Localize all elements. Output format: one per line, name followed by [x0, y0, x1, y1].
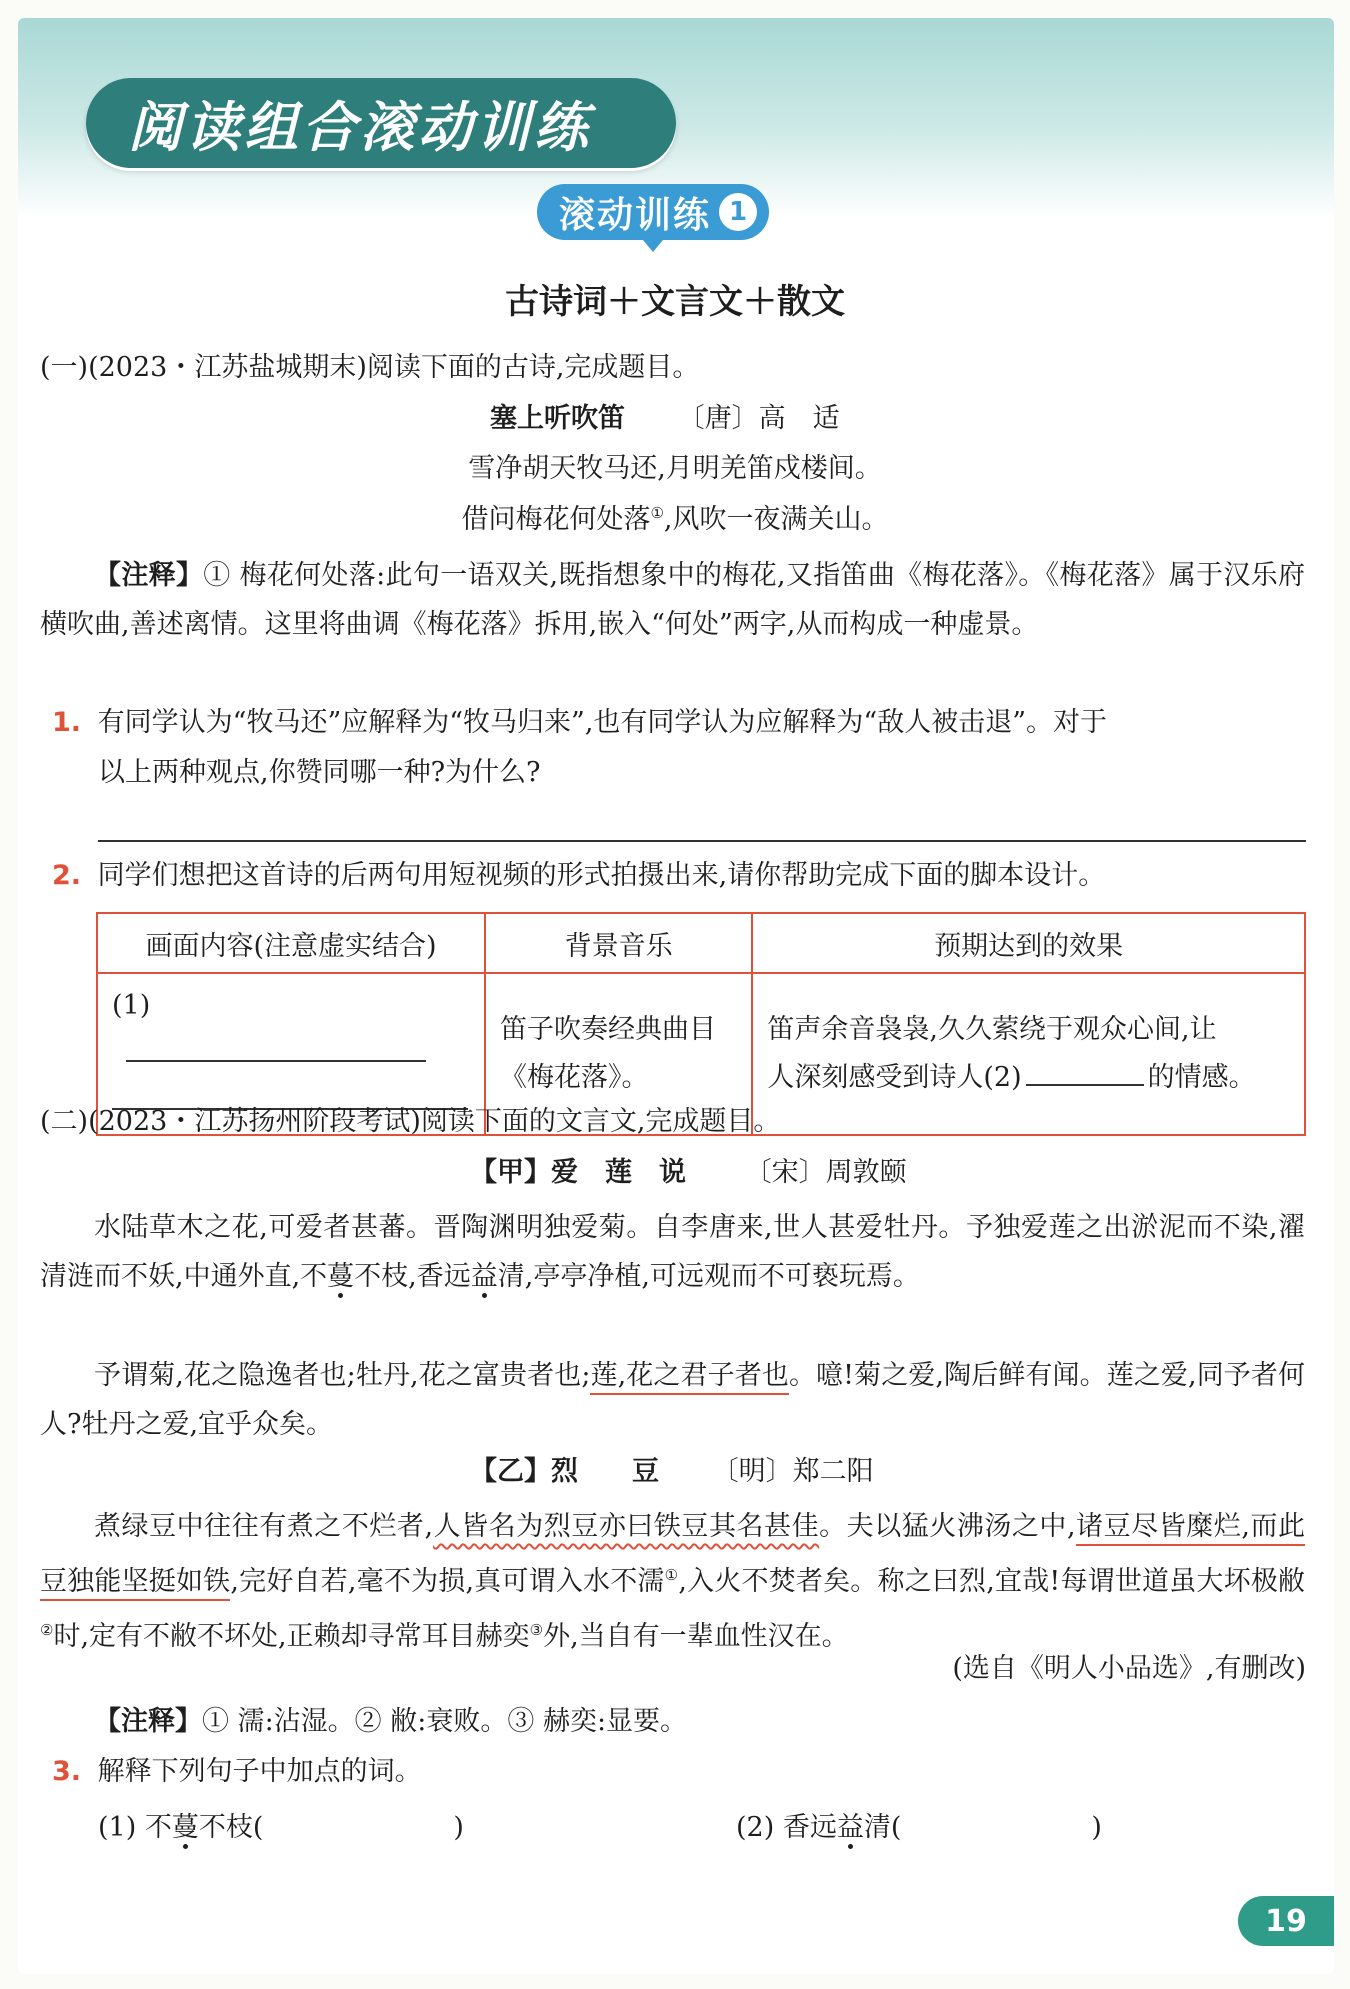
header-banner: [86, 78, 676, 168]
poem-line-2a: 借问梅花何处落: [461, 504, 651, 535]
text-span: ): [453, 1812, 464, 1843]
note-text: ① 梅花何处落:此句一语双关,既指想象中的梅花,又指笛曲《梅花落》。《梅花落》属于汉乐府横吹曲,善述离情。这里将曲调《梅花落》拆用,嵌入“何处”两字,从而构成一种虚景。: [40, 560, 1306, 640]
question-text: 解释下列句子中加点的词。: [97, 1756, 422, 1787]
q3-item-1: [98, 1810, 464, 1845]
question-number: 3.: [52, 1756, 82, 1787]
effect-text: 人深刻感受到诗人(2): [767, 1062, 1022, 1093]
blank-label: (1): [112, 990, 151, 1021]
poem-line-1: 雪净胡天牧马还,月明羌笛戍楼间。: [468, 453, 882, 484]
dotted-word: 蔓: [327, 1261, 355, 1292]
text-span: 外,当自有一辈血性汉在。: [543, 1621, 849, 1652]
footnote-mark: ①: [650, 504, 664, 522]
page-number: 19: [1238, 1896, 1334, 1946]
text-span: ,入火不焚者矣。称之曰烈,宜哉!每谓世道虽大坏极敝: [678, 1566, 1306, 1597]
note-label: 【注释】: [94, 560, 204, 591]
question-number: 2.: [52, 860, 82, 891]
poem-note: [40, 551, 1305, 649]
effect-line: 笛声余音袅袅,久久萦绕于观众心间,让: [767, 1014, 1217, 1045]
question-1: [52, 705, 1107, 740]
question-number: 1.: [52, 707, 82, 738]
q3-item-2: [736, 1810, 1102, 1845]
underlined-sentence: 莲,花之君子者也: [590, 1360, 789, 1395]
table-header: 背景音乐: [485, 913, 752, 973]
passage-jia-p1: [40, 1203, 1305, 1301]
music-line: 笛子吹奏经典曲目: [499, 1014, 716, 1045]
wavy-underlined-sentence: 人皆名为烈豆亦曰铁豆其名甚佳: [433, 1511, 820, 1542]
passage-title: 爱 莲 说: [551, 1157, 686, 1188]
script-table: [96, 912, 1306, 1136]
passage-label: 【乙】: [470, 1456, 551, 1487]
question-1-line2: 以上两种观点,你赞同哪一种?为什么?: [98, 757, 541, 788]
passage-source: (选自《明人小品选》,有删改): [952, 1653, 1306, 1684]
text-span: 不枝,香远: [354, 1261, 471, 1292]
passage-jia-p2: [40, 1351, 1305, 1449]
text-span: ,完好自若,毫不为损,真可谓入水不濡: [230, 1566, 665, 1597]
answer-line[interactable]: [98, 840, 1306, 842]
question-2: [52, 858, 1105, 893]
question-text: 同学们想把这首诗的后两句用短视频的形式拍摄出来,请你帮助完成下面的脚本设计。: [97, 860, 1106, 891]
question-text: 有同学认为“牧马还”应解释为“牧马归来”,也有同学认为应解释为“敌人被击退”。对于: [97, 707, 1108, 738]
text-span: 予谓菊,花之隐逸者也;牡丹,花之富贵者也;: [94, 1360, 591, 1391]
passage-author: 〔明〕郑二阳: [711, 1456, 874, 1487]
poem-author: 〔唐〕高 适: [677, 403, 840, 434]
note-text: ① 濡:沾湿。② 敝:衰败。③ 赫奕:显要。: [202, 1706, 688, 1737]
pill-label: 滚动训练: [559, 193, 712, 236]
table-header: 预期达到的效果: [752, 913, 1305, 973]
poem-line-2b: ,风吹一夜满关山。: [663, 504, 889, 535]
section2-intro: (二)(2023・江苏扬州阶段考试)阅读下面的文言文,完成题目。: [40, 1106, 781, 1137]
passage-notes: [94, 1704, 687, 1739]
poem-title-row: [490, 401, 840, 436]
question-3: [52, 1754, 422, 1789]
footnote-mark: ③: [529, 1621, 544, 1639]
text-span: 。噫!菊之爱,陶后鲜有闻。莲之爱,同予者何人?牡丹之爱,宜乎众矣。: [40, 1360, 1306, 1440]
text-span: 清(: [863, 1812, 902, 1843]
table-header: 画面内容(注意虚实结合): [97, 913, 485, 973]
footnote-mark: ①: [664, 1566, 679, 1584]
passage-yi: [40, 1502, 1305, 1661]
music-line: 《梅花落》。: [499, 1062, 649, 1093]
underlined-sentence: 诸豆尽皆糜烂,而此豆独能坚挺如铁: [40, 1511, 1305, 1601]
dotted-word: 益: [470, 1261, 498, 1292]
section-pill: [537, 184, 769, 240]
table-header-row: [97, 913, 1305, 973]
note-label: 【注释】: [94, 1706, 202, 1737]
text-span: ): [1091, 1812, 1102, 1843]
text-span: 。夫以猛火沸汤之中,: [819, 1511, 1076, 1542]
subtitle: 古诗词＋文言文＋散文: [505, 282, 845, 322]
poem-line-2: [0, 502, 1350, 537]
answer-blank[interactable]: [1026, 1062, 1144, 1086]
banner-title: 阅读组合滚动训练: [128, 95, 592, 159]
passage-title: 烈 豆: [551, 1456, 659, 1487]
effect-cell: [752, 973, 1305, 1135]
footnote-mark: ②: [40, 1621, 54, 1639]
text-span: 水陆草木之花,可爱者甚蕃。晋陶渊明独爱菊。自李唐来,世人甚爱牡丹。予独爱莲之出淤泥而不染,濯清涟而不妖,中通外直,不: [40, 1212, 1305, 1292]
text-span: 时,定有不敝不坏处,正赖却寻常耳目赫奕: [53, 1621, 530, 1652]
text-span: (1) 不: [98, 1812, 172, 1843]
section1-intro: (一)(2023・江苏盐城期末)阅读下面的古诗,完成题目。: [40, 352, 700, 383]
jia-title-row: [470, 1155, 907, 1190]
yi-title-row: [470, 1454, 874, 1489]
dotted-word: 蔓: [171, 1812, 199, 1843]
text-span: 煮绿豆中往往有煮之不烂者,: [94, 1511, 434, 1542]
answer-blank[interactable]: [126, 1038, 426, 1062]
poem-title: 塞上听吹笛: [490, 403, 625, 434]
text-span: 清,亭亭净植,可远观而不可亵玩焉。: [497, 1261, 920, 1292]
dotted-word: 益: [836, 1812, 864, 1843]
text-span: (2) 香远: [736, 1812, 837, 1843]
effect-text: 的情感。: [1147, 1062, 1256, 1093]
passage-label: 【甲】: [470, 1157, 551, 1188]
effect-line: [767, 1054, 1290, 1102]
text-span: 不枝(: [198, 1812, 264, 1843]
pill-number: 1: [719, 193, 757, 231]
passage-author: 〔宋〕周敦颐: [744, 1157, 907, 1188]
